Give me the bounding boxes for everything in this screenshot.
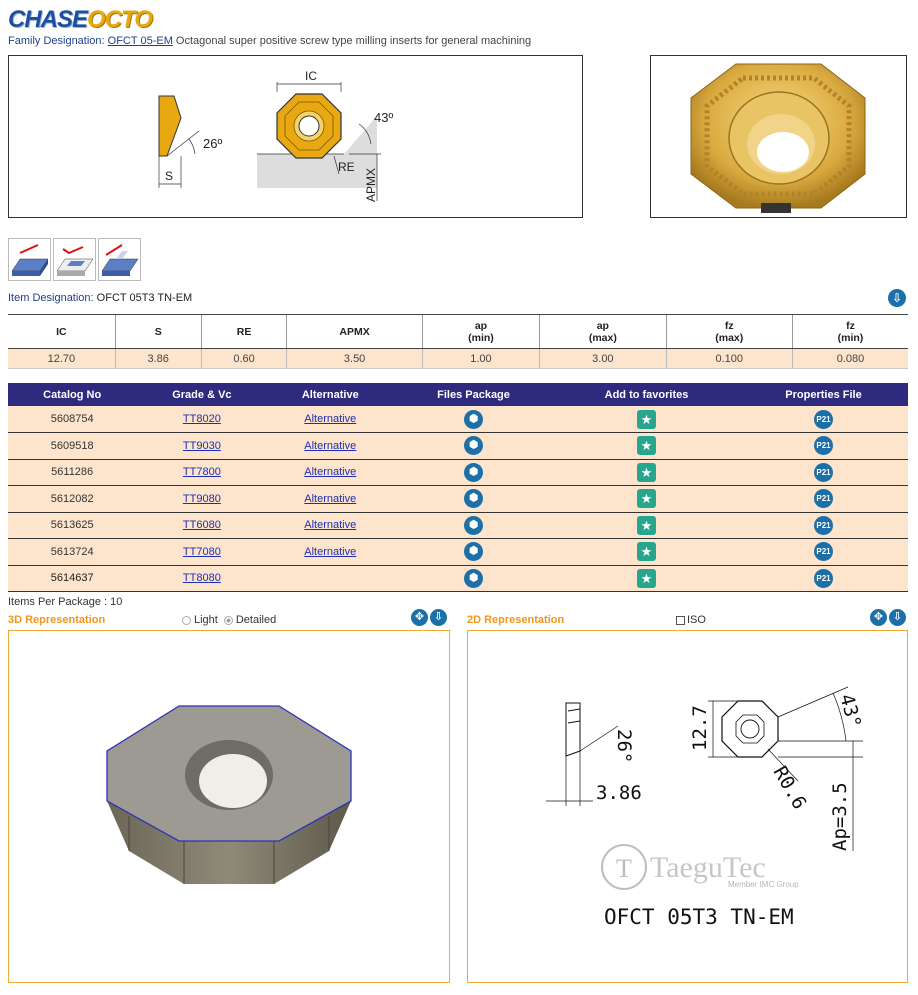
alternative-link[interactable]: Alternative [304,492,357,505]
family-label: Family Designation: [8,35,105,47]
dim-angle-26: 26° [613,729,635,764]
catalog-no: 5613724 [8,539,136,566]
catalog-row [8,539,908,566]
insert-technical-drawing [8,55,583,218]
alternative-link[interactable]: Alternative [304,439,357,452]
drawing-ic-label: IC [305,69,317,83]
family-description: Octagonal super positive screw type milling inserts for general machining [175,35,532,47]
grade-link[interactable]: TT7080 [182,545,221,558]
download-3d-icon[interactable]: ⇩ [430,609,447,626]
favorite-star-icon[interactable]: ★ [637,516,656,535]
catalog-no: 5613625 [8,512,136,539]
catalog-header-4: Add to favorites [554,383,739,406]
favorite-star-icon[interactable]: ★ [637,436,656,455]
p21-properties-icon[interactable]: P21 [814,542,833,561]
files-package-icon[interactable]: ⬢ [464,569,483,588]
files-package-icon[interactable]: ⬢ [464,542,483,561]
catalog-no: 5612082 [8,486,136,513]
dim-ap: Ap=3.5 [829,782,851,851]
p21-properties-icon[interactable]: P21 [814,489,833,508]
catalog-row [8,486,908,513]
rep2d-tools [870,609,906,626]
catalog-header-0: Catalog No [8,383,136,406]
family-code-link[interactable]: OFCT 05-EM [107,35,173,47]
fullscreen-icon[interactable]: ✥ [411,609,428,626]
fullscreen-2d-icon[interactable]: ✥ [870,609,887,626]
catalog-no: 5614637 [8,565,136,592]
insert-photo [650,55,907,218]
family-designation [8,35,531,47]
files-package-icon[interactable]: ⬢ [464,463,483,482]
grade-link[interactable]: TT6080 [182,519,221,532]
catalog-row [8,565,908,592]
rep3d-title: 3D Representation [8,614,106,626]
spec-value-0: 12.70 [8,349,115,369]
rep2d-title: 2D Representation [467,614,565,626]
drawing-angle-26: 26º [203,136,223,151]
download-2d-icon[interactable]: ⇩ [889,609,906,626]
drawing-designation: OFCT 05T3 TN-EM [604,905,794,929]
catalog-row [8,459,908,486]
application-icons [8,238,141,281]
catalog-header-2: Alternative [267,383,393,406]
p21-properties-icon[interactable]: P21 [814,516,833,535]
dim-re: R0.6 [768,762,811,814]
svg-text:T: T [616,854,632,883]
drawing-re-label: RE [338,160,355,174]
p21-properties-icon[interactable]: P21 [814,410,833,429]
spec-header-2: RE [201,315,287,349]
favorite-star-icon[interactable]: ★ [637,542,656,561]
catalog-no: 5609518 [8,433,136,460]
face-milling-icon[interactable] [8,238,51,281]
item-designation-label: Item Designation: [8,292,94,304]
drawing-s-label: S [165,169,174,183]
spec-header-1: S [115,315,201,349]
catalog-no: 5611286 [8,459,136,486]
p21-properties-icon[interactable]: P21 [814,463,833,482]
alternative-link[interactable]: Alternative [304,545,357,558]
drawing-angle-43: 43º [374,110,394,125]
catalog-header-3: Files Package [393,383,554,406]
spec-table [8,314,908,369]
catalog-header-5: Properties File [739,383,908,406]
spec-header-5: ap (max) [540,315,666,349]
taegutec-logo [602,845,799,889]
files-package-icon[interactable]: ⬢ [464,410,483,429]
svg-text:TaeguTec: TaeguTec [650,851,766,884]
catalog-no: 5608754 [8,406,136,433]
detailed-option[interactable]: Detailed [224,614,276,626]
grade-link[interactable]: TT9080 [182,492,221,505]
favorite-star-icon[interactable]: ★ [637,569,656,588]
favorite-star-icon[interactable]: ★ [637,410,656,429]
grade-link[interactable]: TT9030 [182,439,221,452]
alternative-link[interactable]: Alternative [304,519,357,532]
files-package-icon[interactable]: ⬢ [464,436,483,455]
iso-checkbox[interactable]: ISO [676,614,706,626]
download-icon[interactable]: ⇩ [888,289,906,307]
grade-link[interactable]: TT8080 [182,572,221,585]
dim-ic: 12.7 [689,705,711,751]
favorite-star-icon[interactable]: ★ [637,489,656,508]
rep3d-viewer[interactable] [8,630,450,983]
item-designation-value: OFCT 05T3 TN-EM [96,292,193,304]
rep3d-tools [411,609,447,626]
dim-angle-43: 43° [835,691,866,731]
spec-header-0: IC [8,315,115,349]
drawing-apmx-label: APMX [364,167,378,202]
light-option[interactable]: Light [182,614,218,626]
item-designation [8,292,192,304]
chaseocto-logo: CHASEOCTO [8,6,152,33]
grade-link[interactable]: TT7800 [182,466,221,479]
render-mode-radio [182,614,276,626]
dim-s: 3.86 [596,782,642,804]
spec-value-4: 1.00 [422,349,539,369]
svg-text:Member IMC Group: Member IMC Group [728,880,799,889]
p21-properties-icon[interactable]: P21 [814,569,833,588]
grade-link[interactable]: TT8020 [182,413,221,425]
catalog-row [8,406,908,433]
rep2d-viewer[interactable] [467,630,908,983]
files-package-icon[interactable]: ⬢ [464,516,483,535]
shoulder-milling-icon[interactable] [98,238,141,281]
catalog-row [8,512,908,539]
spec-header-3: APMX [287,315,422,349]
catalog-table [8,383,908,592]
files-package-icon[interactable]: ⬢ [464,489,483,508]
p21-properties-icon[interactable]: P21 [814,436,833,455]
spec-header-4: ap (min) [422,315,539,349]
spec-header-6: fz (max) [666,315,792,349]
spec-header-7: fz (min) [792,315,908,349]
items-per-package: Items Per Package : 10 [8,596,123,608]
spec-value-5: 3.00 [540,349,666,369]
alternative-link[interactable]: Alternative [304,466,357,479]
alternative-link[interactable]: Alternative [304,413,357,425]
spec-value-3: 3.50 [287,349,422,369]
favorite-star-icon[interactable]: ★ [637,463,656,482]
catalog-row [8,433,908,460]
spec-value-7: 0.080 [792,349,908,369]
spec-value-6: 0.100 [666,349,792,369]
slot-milling-icon[interactable] [53,238,96,281]
spec-value-1: 3.86 [115,349,201,369]
catalog-header-1: Grade & Vc [136,383,267,406]
spec-value-2: 0.60 [201,349,287,369]
